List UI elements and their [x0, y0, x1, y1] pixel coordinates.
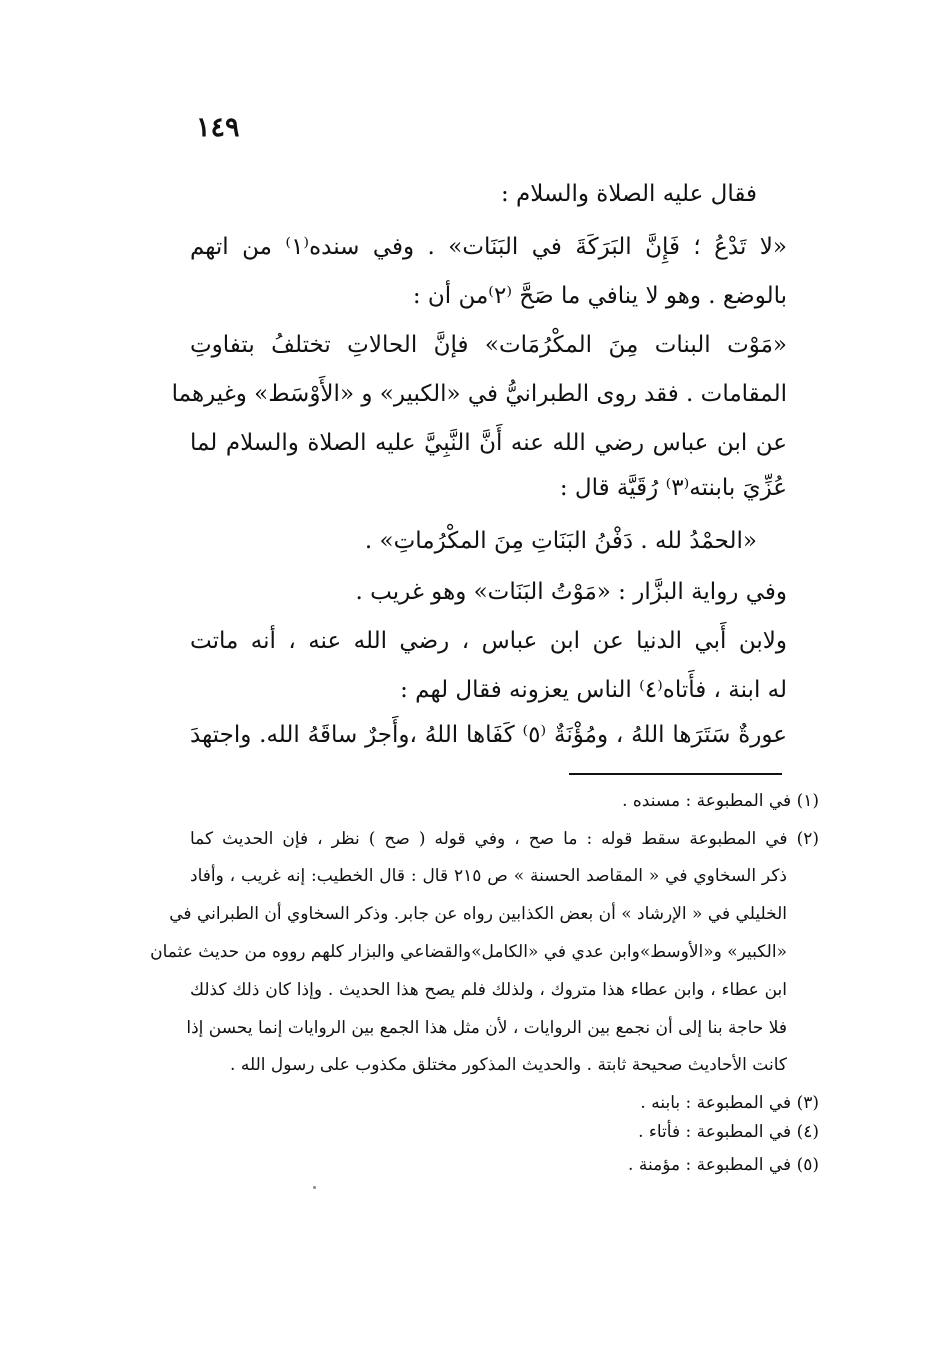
footnote-2-line-7: كانت الأحاديث صحيحة ثابتة . والحديث المذكور مختلق مكذوب على رسول الله . [230, 1055, 787, 1075]
footnote-3: (٣) في المطبوعة : بابنه . [640, 1093, 819, 1113]
page-number: ١٤٩ [196, 112, 240, 143]
body-line-12: عورةٌ سَتَرَها اللهُ ، ومُؤْنَةٌ ⁽٥⁾ كَفَاها اللهُ ،وأَجرٌ ساقَهُ الله. واجتهدَ [190, 722, 787, 748]
footnote-2-line-4: «الكبير» و«الأوسط»وابن عدي في «الكامل»والقضاعي والبزار كلهم رووه من حديث عثمان [150, 942, 787, 962]
footnote-5: (٥) في المطبوعة : مؤمنة . [628, 1155, 819, 1175]
body-line-9: وفي رواية البزَّار : «مَوْتُ البَنَات» وهو غريب . [355, 579, 787, 605]
footnote-2-line-5: ابن عطاء ، وابن عطاء هذا متروك ، ولذلك فلم يصح هذا الحديث . وإذا كان ذلك كذلك [190, 980, 787, 1000]
scan-speck [313, 1186, 316, 1189]
body-line-5: المقامات . فقد روى الطبرانيُّ في «الكبير» و «الأَوْسَط» وغيرهما [171, 381, 787, 407]
body-line-10: ولابن أَبي الدنيا عن ابن عباس ، رضي الله عنه ، أنه ماتت [190, 628, 787, 654]
footnote-separator [569, 773, 782, 775]
footnote-2-line-2: ذكر السخاوي في « المقاصد الحسنة » ص ٢١٥ قال : قال الخطيب: إنه غريب ، وأفاد [190, 866, 787, 886]
body-line-3: بالوضع . وهو لا ينافي ما صَحَّ ⁽٢⁾من أن : [412, 283, 787, 309]
footnote-2-line-1: (٢) في المطبوعة سقط قوله : ما صح ، وفي قوله ( صح ) نظر ، فإن الحديث كما [190, 829, 819, 849]
body-line-8: «الحمْدُ لله . دَفْنُ البَنَاتِ مِنَ المكْرُماتِ» . [364, 528, 757, 554]
body-line-11: له ابنة ، فأَتاه⁽٤⁾ الناس يعزونه فقال لهم : [400, 677, 787, 703]
body-line-1: فقال عليه الصلاة والسلام : [500, 181, 757, 207]
footnote-1: (١) في المطبوعة : مسنده . [622, 791, 819, 811]
body-line-4: «مَوْت البنات مِنَ المكْرُمَات» فإنَّ الحالاتِ تختلفُ بتفاوتِ [190, 332, 787, 358]
body-line-2: «لا تَدْعُ ؛ فَإِنَّ البَرَكَةَ في البَنَات» . وفي سنده⁽١⁾ من اتهم [190, 234, 787, 260]
body-line-7: عُزِّيَ بابنته⁽٣⁾ رُقَيَّة قال : [559, 475, 787, 501]
footnote-2-line-3: الخليلي في « الإرشاد » أن بعض الكذابين رواه عن جابر. وذكر السخاوي أن الطبراني في [169, 904, 787, 924]
body-line-6: عن ابن عباس رضي الله عنه أَنَّ النَّبِيَّ عليه الصلاة والسلام لما [190, 430, 787, 456]
footnote-2-line-6: فلا حاجة بنا إلى أن نجمع بين الروايات ، لأن مثل هذا الجمع بين الروايات إنما يحسن إذا [186, 1018, 787, 1038]
footnote-4: (٤) في المطبوعة : فأتاء . [638, 1122, 819, 1142]
